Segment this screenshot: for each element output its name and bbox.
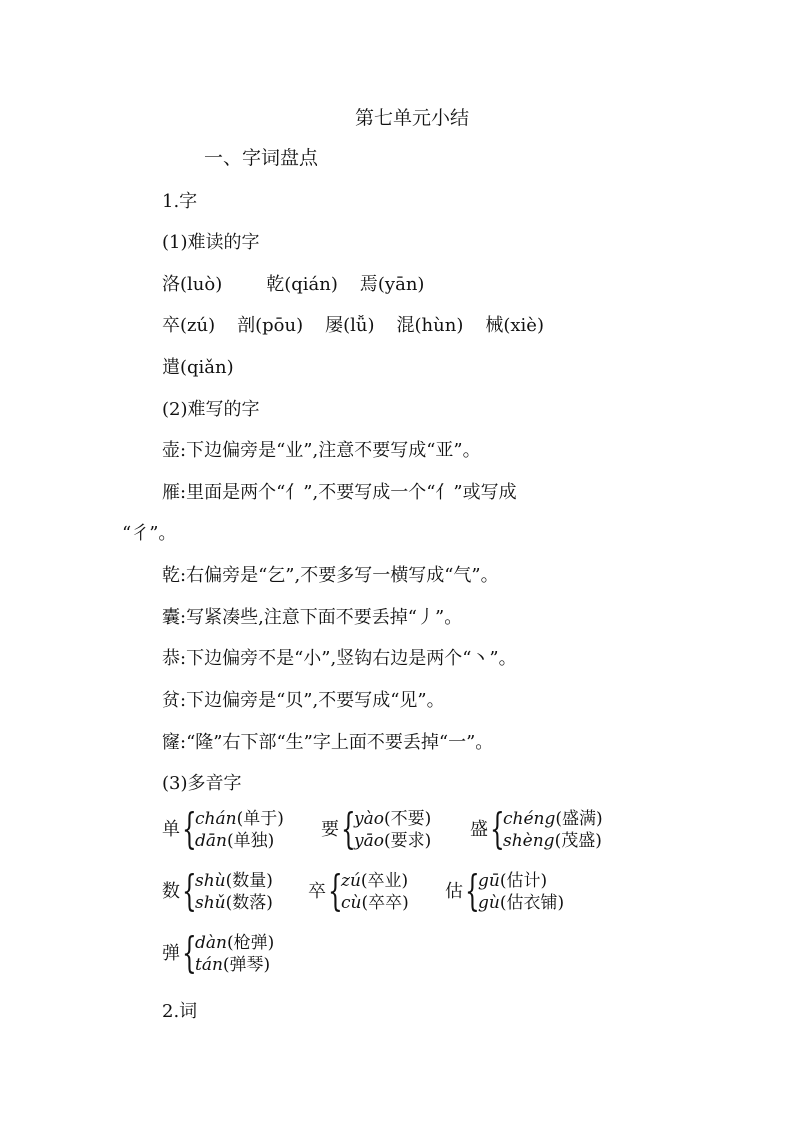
pinyin: gù <box>478 893 500 913</box>
example-word: (茂盛) <box>554 831 602 851</box>
hard-write-item: 囊:写紧凑些,注意下面不要丢掉“丿”。 <box>162 607 463 628</box>
pinyin: shèng <box>503 831 555 851</box>
hard-write-item: 窿:“隆”右下部“生”字上面不要丢掉“一”。 <box>162 732 494 753</box>
example-word: (估计) <box>499 871 548 891</box>
hard-read-item: 混(hùn) <box>396 315 464 336</box>
hard-read-item: 械(xiè) <box>485 315 544 336</box>
example-word: (单于) <box>236 809 284 829</box>
pinyin: yāo <box>354 831 384 851</box>
page-title: 第七单元小结 <box>355 107 470 129</box>
hard-read-item: 焉(yān) <box>359 274 425 295</box>
pinyin: cù <box>341 893 362 913</box>
pinyin: tán <box>195 955 223 975</box>
example-word: (盛满) <box>555 809 603 829</box>
example-word: (数落) <box>225 893 273 913</box>
pinyin: dàn <box>195 933 227 953</box>
example-word: (卒卒) <box>361 893 409 913</box>
polyphone-heading: (3)多音字 <box>162 773 242 794</box>
pinyin: shù <box>195 871 226 891</box>
hard-read-item: 剖(pōu) <box>237 315 304 336</box>
hard-read-item: 乾(qián) <box>266 274 338 295</box>
example-word: (枪弹) <box>226 933 275 953</box>
hard-read-item: 遣(qiǎn) <box>162 357 234 378</box>
example-word: (不要) <box>383 809 432 829</box>
example-word: (单独) <box>226 831 275 851</box>
hard-write-item: 乾:右偏旁是“乞”,不要多写一横写成“气”。 <box>162 565 499 586</box>
hard-read-row-1 <box>162 273 424 297</box>
pinyin: chán <box>195 809 237 829</box>
hard-write-item: “彳”。 <box>122 523 177 544</box>
subheading-characters: 1.字 <box>162 191 198 212</box>
pinyin: dān <box>195 831 227 851</box>
polyphone-char: 卒 <box>308 881 326 902</box>
hard-write-item: 雁:里面是两个“亻”,不要写成一个“亻”或写成 <box>162 482 517 503</box>
example-word: (卒业) <box>360 871 409 891</box>
hard-write-item: 壶:下边偏旁是“业”,注意不要写成“亚”。 <box>162 440 481 461</box>
subheading-words: 2.词 <box>162 1001 198 1022</box>
pinyin: shǔ <box>195 893 226 913</box>
hard-write-heading: (2)难写的字 <box>162 399 260 420</box>
polyphone-char: 盛 <box>470 819 488 840</box>
polyphone-char: 单 <box>162 819 180 840</box>
section-heading: 一、字词盘点 <box>204 147 319 169</box>
hard-read-heading: (1)难读的字 <box>162 232 260 253</box>
example-word: (估衣铺) <box>499 893 565 913</box>
polyphone-char: 弹 <box>162 943 180 964</box>
hard-read-item: 卒(zú) <box>162 315 216 336</box>
example-word: (弹琴) <box>222 955 271 975</box>
hard-write-item: 贫:下边偏旁是“贝”,不要写成“见”。 <box>162 690 445 711</box>
pinyin: yào <box>354 809 384 829</box>
polyphone-char: 估 <box>445 881 463 902</box>
hard-read-item: 洛(luò) <box>162 274 223 295</box>
hard-read-row-2 <box>162 314 544 338</box>
example-word: (要求) <box>383 831 432 851</box>
pinyin: gū <box>478 871 500 891</box>
pinyin: zú <box>341 871 361 891</box>
polyphone-char: 数 <box>162 881 180 902</box>
hard-read-item: 屡(lǚ) <box>325 315 375 336</box>
example-word: (数量) <box>225 871 273 891</box>
hard-write-item: 恭:下边偏旁不是“小”,竖钩右边是两个“丶”。 <box>162 648 517 669</box>
polyphone-char: 要 <box>321 819 339 840</box>
hard-read-row-3 <box>162 356 234 380</box>
pinyin: chéng <box>503 809 556 829</box>
